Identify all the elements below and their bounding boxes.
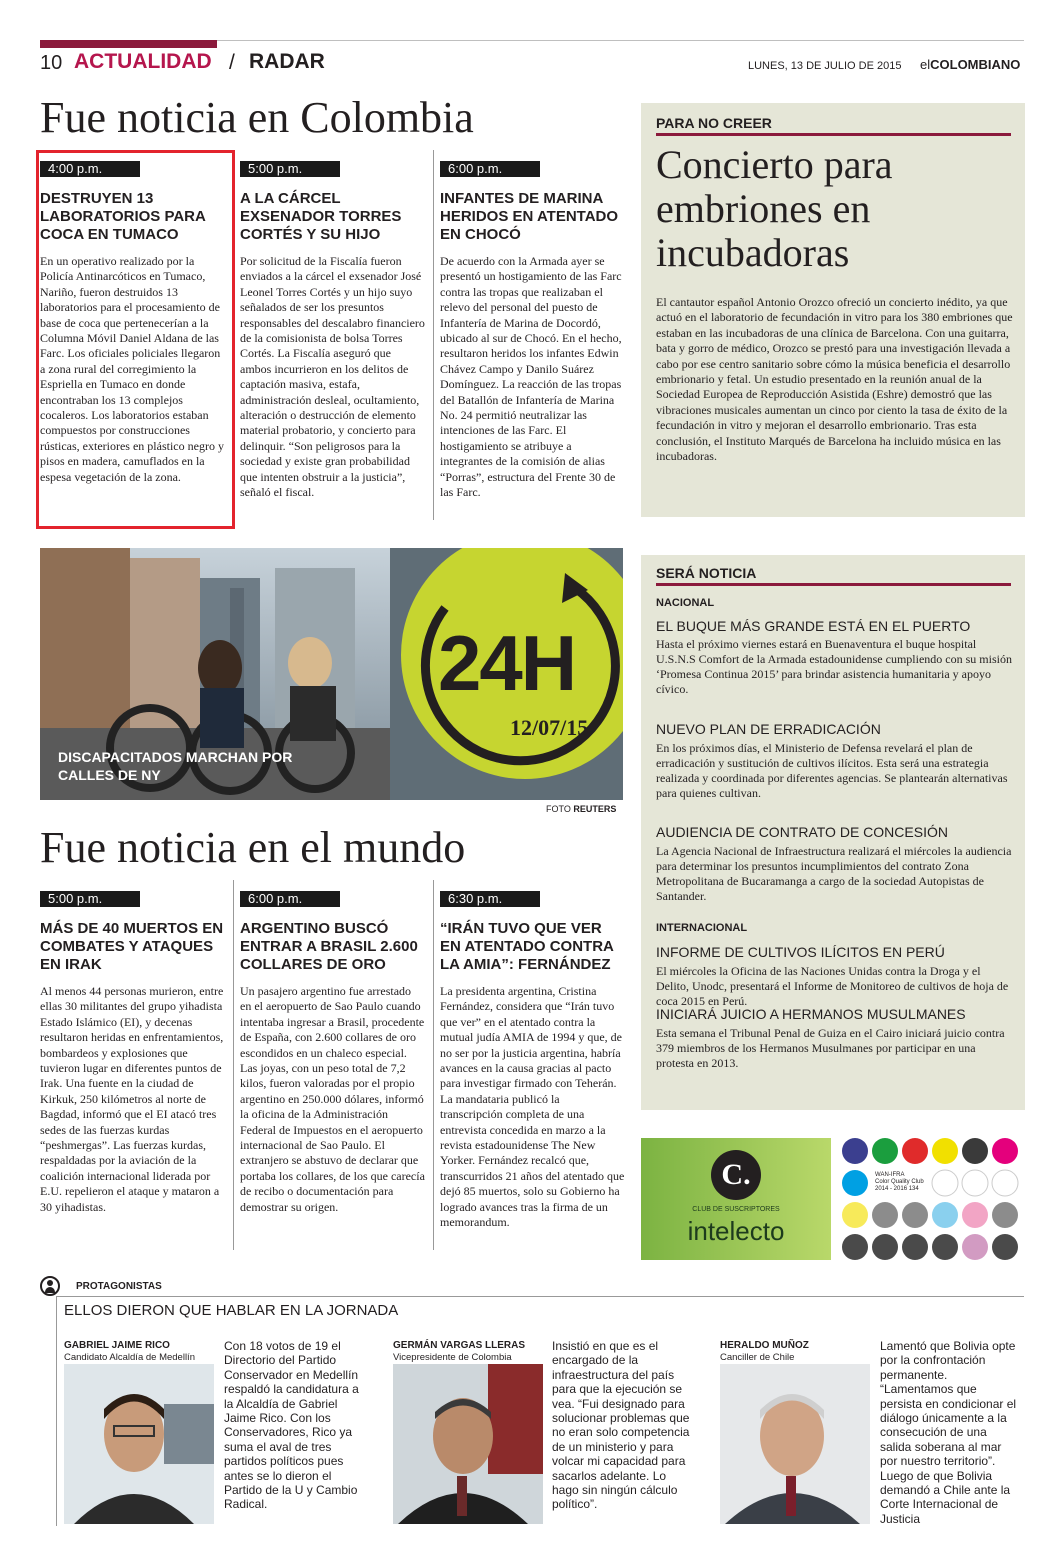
- color-swatch: [962, 1234, 988, 1260]
- story-time: 5:00 p.m.: [240, 161, 340, 177]
- protagonistas-subtitle: ELLOS DIERON QUE HABLAR EN LA JORNADA: [64, 1302, 399, 1319]
- story-time: 6:00 p.m.: [440, 161, 540, 177]
- news-headline: AUDIENCIA DE CONTRATO DE CONCESIÓN: [656, 824, 948, 840]
- color-swatch: [842, 1138, 868, 1164]
- color-swatch: [902, 1234, 928, 1260]
- badge-line: WAN-IFRA: [875, 1172, 905, 1178]
- credit-prefix: FOTO: [546, 804, 571, 814]
- quality-badge: [875, 1172, 924, 1193]
- color-swatch: [842, 1202, 868, 1228]
- box-title: Concierto para embriones en incubadoras: [656, 142, 893, 275]
- color-swatch: [992, 1202, 1018, 1228]
- swatch-grid: [839, 1136, 1025, 1262]
- color-swatch: [872, 1234, 898, 1260]
- portrait-illustration: [393, 1364, 543, 1524]
- news-body: Esta semana el Tribunal Penal de Guiza en el Cairo iniciará juicio contra 379 miembros de los Hermanos Musulmanes por participar en una protesta en 2013.: [656, 1026, 1005, 1070]
- story-headline: INFANTES DE MARINA HERIDOS EN ATENTADO EN CHOCÓ: [440, 190, 619, 243]
- newspaper-logo: [920, 57, 1020, 72]
- story-body: Un pasajero argentino fue arrestado en el aeropuerto de Sao Paulo cuando intentaba ingresar a Brasil, procedente de España, con 2.600 collares de oro escondidos en un chaleco especial. Las joyas, con un peso total de 7,2 kilos, fueron valoradas por el propio argentino en 250.000 dólares, informó la oficina de la Administración Federal de Impuestos en el aeropuerto internacional de Sao Paulo. El extranjero se abstuvo de declarar que portaba los collares, de los que carecía de recibo o documentación para demostrar su origen.: [240, 984, 425, 1214]
- box-kicker-rule: [656, 133, 1011, 136]
- person-name: GABRIEL JAIME RICO: [64, 1340, 170, 1351]
- news-headline: EL BUQUE MÁS GRANDE ESTÁ EN EL PUERTO: [656, 618, 971, 634]
- story-body: En un operativo realizado por la Policía Antinarcóticos en Tumaco, Nariño, fueron destruidos 13 laboratorios para el procesamiento de base de coca que pertenecerían a la Columna Móvil Daniel Aldana de las Farc. Los oficiales policiales llegaron a zona rural del corregimiento la Espriella en Tumaco en donde encontraban los 13 complejos cocaleros. Los laboratorios estaban compuestos por construcciones rústicas, exteriores en plástico negro y pisos en madera, camuflados en la espesa vegetación de la zona.: [40, 254, 224, 484]
- story-headline: A LA CÁRCEL EXSENADOR TORRES CORTÉS Y SU HIJO: [240, 190, 402, 243]
- news-body: La Agencia Nacional de Infraestructura realizará el miércoles la audiencia para determinar los presuntos incumplimientos del contrato Zona Metropolitana de Bucaramanga a cargo de la sociedad Autopistas de Santander.: [656, 844, 1012, 903]
- column-divider: [433, 150, 434, 520]
- club-brand: intelecto: [687, 1216, 785, 1246]
- person-role: Canciller de Chile: [720, 1352, 795, 1363]
- ad-panel: [641, 1138, 831, 1260]
- para-no-creer-box: [641, 103, 1025, 517]
- protagonistas-rule: [56, 1296, 1024, 1297]
- protagonistas-kicker: PROTAGONISTAS: [76, 1281, 162, 1292]
- badge-line: 2014 - 2016 134: [875, 1186, 919, 1192]
- story-time: 6:00 p.m.: [240, 891, 340, 907]
- page-number: 10: [40, 52, 63, 74]
- news-body: En los próximos días, el Ministerio de Defensa revelará el plan de erradicación y sustitución de cultivos ilícitos. Esta será una estrategia realizada y coordinada por diferentes agencias. Se plantearán alternativas para quienes cultivan.: [656, 741, 1008, 800]
- logo-prefix: el: [920, 57, 931, 72]
- color-swatch: [932, 1202, 958, 1228]
- color-swatch: [962, 1170, 988, 1196]
- box-kicker: SERÁ NOTICIA: [656, 565, 757, 581]
- section-separator: /: [229, 51, 235, 74]
- person-role: Vicepresidente de Colombia: [393, 1352, 512, 1363]
- news-headline: NUEVO PLAN DE ERRADICACIÓN: [656, 721, 881, 737]
- person-role: Candidato Alcaldía de Medellín: [64, 1352, 195, 1363]
- person-icon: [40, 1276, 60, 1296]
- story-body: Por solicitud de la Fiscalía fueron enviados a la cárcel el exsenador José Leonel Torres Cortés y un hijo suyo señalados de ser los presuntos responsables del descalabro financiero de la comisionista de bolsa Torres Cortés. La Fiscalía aseguró que ambos incurrieron en los delitos de captación masiva, estafa, administración desleal, ocultamiento, alteración o destrucción de elemento material probatorio, y concierto para delinquir. “Son peligrosos para la sociedad y existe gran probabilidad que intenten obstruir a la justicia”, señaló el fiscal.: [240, 254, 425, 500]
- color-swatch: [992, 1138, 1018, 1164]
- highlight-frame: [36, 150, 235, 529]
- color-swatch: [872, 1138, 898, 1164]
- story-headline: MÁS DE 40 MUERTOS EN COMBATES Y ATAQUES EN IRAK: [40, 920, 224, 973]
- person-photo: [393, 1364, 543, 1524]
- news-headline: INFORME DE CULTIVOS ILÍCITOS EN PERÚ: [656, 944, 945, 960]
- section-name: ACTUALIDAD: [74, 50, 212, 73]
- person-quote: Con 18 votos de 19 el Directorio del Partido Conservador en Medellín respaldó la candidatura a la Alcaldía de Gabriel Jaime Rico. Con los Conservadores, Rico ya suma el aval de tres partidos políticos pues antes se lo dieron el Partido de la U y Cambio Radical.: [224, 1339, 359, 1512]
- club-line: CLUB DE SUSCRIPTORES: [692, 1206, 780, 1213]
- story-body: La presidenta argentina, Cristina Fernández, considera que “Irán tuvo que ver” en el atentado contra la mutual judía AMIA de 1994 y que, de no ser por la justicia argentina, habría avances en la causa gracias al pacto para investigar firmado con Teherán. La mandataria publicó la transcripción completa de una entrevista concedida en marzo a la revista estadounidense The New Yorker. Fernández recalcó que, transcurridos 21 años del atentado que dejó 85 muertos, solo su Gobierno ha logrado avances tras la firma de un memorandum.: [440, 984, 625, 1230]
- nacional-label: NACIONAL: [656, 597, 715, 609]
- protagonistas-vertical-rule: [56, 1296, 57, 1526]
- colombia-story-3: [440, 158, 625, 501]
- person-quote: Lamentó que Bolivia opte por la confrontación permanente. “Lamentamos que persista en condicionar el diálogo únicamente a la consecución de una salida soberana al mar por nuestro territorio”. Luego de que Bolivia demandó a Chile ante la Corte Internacional de Justicia: [880, 1339, 1017, 1526]
- credit-agency: REUTERS: [573, 804, 617, 814]
- story-headline: ARGENTINO BUSCÓ ENTRAR A BRASIL 2.600 COLLARES DE ORO: [240, 920, 418, 973]
- news-body: El miércoles la Oficina de las Naciones Unidas contra la Droga y el Delito, Unodc, presentará el Informe de Monitoreo de cultivos de hoja de coca 2015 en Perú.: [656, 964, 1009, 1008]
- person-photo: [64, 1364, 214, 1524]
- section-color-bar: [40, 40, 217, 48]
- internacional-label: INTERNACIONAL: [656, 922, 748, 934]
- photo-caption: DISCAPACITADOS MARCHAN POR CALLES DE NY: [58, 749, 293, 783]
- mundo-story-1: [40, 888, 225, 1215]
- subscribers-club-ad[interactable]: [641, 1128, 1025, 1262]
- color-swatch: [872, 1202, 898, 1228]
- logo-main: COLOMBIANO: [930, 57, 1021, 72]
- mundo-section-title: Fue noticia en el mundo: [40, 823, 466, 872]
- club-logo-icon: C.: [711, 1150, 761, 1200]
- color-swatch: [962, 1138, 988, 1164]
- person-name: HERALDO MUÑOZ: [720, 1340, 809, 1351]
- sera-noticia-box: [641, 555, 1025, 1110]
- badge-line: Color Quality Club: [875, 1179, 924, 1185]
- color-swatch: [992, 1234, 1018, 1260]
- story-body: De acuerdo con la Armada ayer se presentó un hostigamiento de las Farc contra las tropas que realizaban el relevo del personal del puesto de Infantería de Marina de Docordó, ubicado al sur de Chocó. En el hecho, resultaron heridos los infantes Edwin Chávez Campo y Danilo Suárez Domínguez. La reacción de las tropas del Batallón de Infantería de Marina No. 24 permitió neutralizar las intenciones de las Farc. El hostigamiento se atribuye a integrantes de la comisión de alias “Porras”, estructura del Frente 30 de las Farc.: [440, 254, 622, 500]
- person-quote: Insistió en que es el encargado de la infraestructura del país para que la ejecución se vea. “Fui designado para solucionar problemas que no eran solo competencia de un ministerio y para volcar mi capacidad para sacarlos adelante. Lo hago sin ningún cálculo político”.: [552, 1339, 690, 1512]
- person-photo: [720, 1364, 870, 1524]
- photo-credit: [546, 804, 616, 814]
- story-time: 4:00 p.m.: [40, 161, 140, 177]
- column-divider: [233, 880, 234, 1250]
- mundo-story-3: [440, 888, 625, 1231]
- story-headline: “IRÁN TUVO QUE VER EN ATENTADO CONTRA LA AMIA”: FERNÁNDEZ: [440, 920, 614, 973]
- portrait-illustration: [720, 1364, 870, 1524]
- color-swatch: [932, 1138, 958, 1164]
- color-swatch: [932, 1170, 958, 1196]
- story-time: 5:00 p.m.: [40, 891, 140, 907]
- portrait-illustration: [64, 1364, 214, 1524]
- color-swatch: [902, 1138, 928, 1164]
- box-kicker: PARA NO CREER: [656, 115, 772, 131]
- story-headline: DESTRUYEN 13 LABORATORIOS PARA COCA EN TUMACO: [40, 190, 206, 243]
- box-body: El cantautor español Antonio Orozco ofreció un concierto inédito, ya que actuó en el laboratorio de fecundación in vitro para los 380 embriones que estaban en las incubadoras de una clínica de Barcelona. Con una guitarra, bata y gorro de médico, Orozco se prestó para una investigación llevada a cabo por ese centro sanitario sobre cómo la música beneficia el desarrollo embrionario y fetal. Un estudio presentado en la reunión anual de la Sociedad Europea de Reproducción Asistida (Eshre) demostró que las vibraciones musicales aumentan un cinco por ciento la tasa de éxito de la fecundación in vitro y mejoran el desarrollo embrionario. Tras esta conclusión, el Instituto Marqués de Barcelona ha incluido música en las incubadoras.: [656, 295, 1013, 464]
- story-time: 6:30 p.m.: [440, 891, 540, 907]
- badge-24h: 24H: [438, 619, 576, 707]
- color-swatch: [962, 1202, 988, 1228]
- subsection-name: RADAR: [249, 50, 325, 73]
- edition-date: LUNES, 13 DE JULIO DE 2015: [748, 60, 902, 72]
- mundo-story-2: [240, 888, 425, 1215]
- news-body: Hasta el próximo viernes estará en Buenaventura el buque hospital U.S.N.S Comfort de la Armada estadounidense cumpliendo con su misión ‘Promesa Continua 2015’ para brindar asistencia humanitaria y apoyo cívico.: [656, 637, 1012, 696]
- badge-date: 12/07/15: [510, 715, 589, 740]
- person-name: GERMÁN VARGAS LLERAS: [393, 1340, 526, 1351]
- box-kicker-rule: [656, 583, 1011, 586]
- color-swatch: [932, 1234, 958, 1260]
- news-headline: INICIARÁ JUICIO A HERMANOS MUSULMANES: [656, 1006, 966, 1022]
- story-body: Al menos 44 personas murieron, entre ellas 30 militantes del grupo yihadista Estado Islámico (EI), y decenas resultaron heridas en enfrentamientos, bombardeos y explosiones que tuvieron lugar en diferentes puntos de Irak. Una fuente en la ciudad de Kirkuk, 250 kilómetros al norte de Bagdad, informó que el EI atacó tres sedes de las fuerzas kurdas “peshmergas”. Las fuerzas kurdas, respaldadas por la aviación de la coalición internacional liderada por E.U. repelieron el ataque y mataron a 30 yihadistas.: [40, 984, 224, 1214]
- column-divider: [433, 880, 434, 1250]
- colombia-story-2: [240, 158, 425, 501]
- color-quality-swatches: [839, 1136, 1025, 1262]
- color-swatch: [842, 1170, 868, 1196]
- color-swatch: [842, 1234, 868, 1260]
- colombia-section-title: Fue noticia en Colombia: [40, 93, 474, 142]
- color-swatch: [902, 1202, 928, 1228]
- photo: [40, 548, 623, 800]
- color-swatch: [992, 1170, 1018, 1196]
